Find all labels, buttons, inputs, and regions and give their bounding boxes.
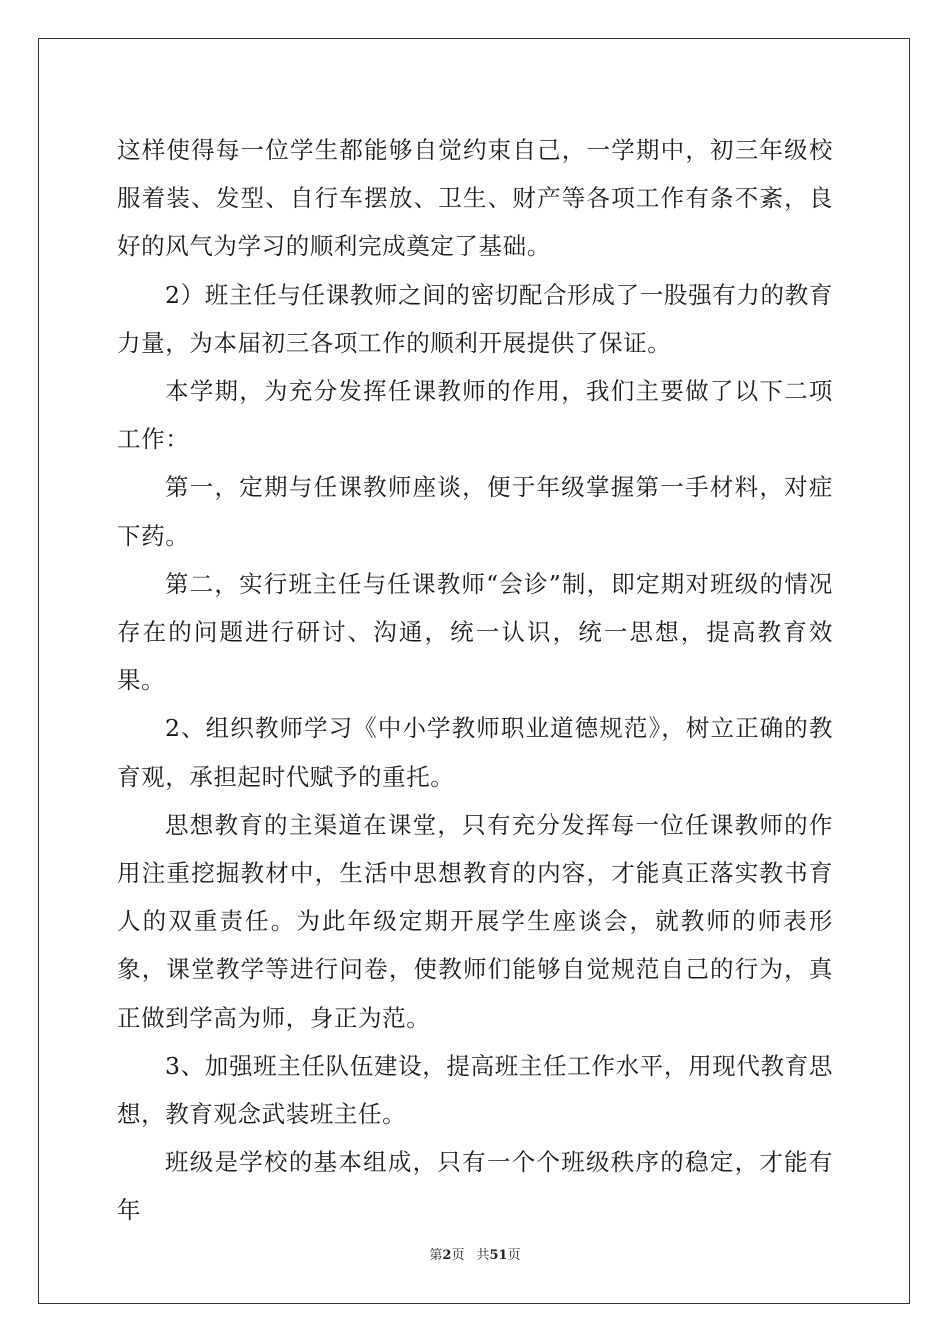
paragraph-4: 第一，定期与任课教师座谈，便于年级掌握第一手材料，对症下药。 <box>117 473 833 550</box>
page-prefix: 第 <box>429 1248 443 1263</box>
paragraph-5: 第二，实行班主任与任课教师“会诊”制，即定期对班级的情况存在的问题进行研讨、沟通，统一认识，统一思想，提高教育效果。 <box>117 569 833 695</box>
paragraph-1: 这样使得每一位学生都能够自觉约束自己，一学期中，初三年级校服着装、发型、自行车摆放、卫生、财产等各项工作有条不紊，良好的风气为学习的顺利完成奠定了基础。 <box>117 136 833 261</box>
paragraph-7: 思想教育的主渠道在课堂，只有充分发挥每一位任课教师的作用注重挖掘教材中，生活中思想教育的内容，才能真正落实教书育人的双重责任。为此年级定期开展学生座谈会，就教师的师表形象，课堂教学等进行问卷，使教师们能够自觉规范自己的行为，真正做到学高为师，身正为范。 <box>117 810 833 1032</box>
page-suffix: 页 <box>451 1248 465 1263</box>
page-footer <box>0 1244 950 1263</box>
total-pages: 51 <box>489 1248 508 1263</box>
page-number: 2 <box>442 1248 452 1263</box>
total-prefix: 共 <box>476 1248 490 1263</box>
paragraph-2: 2）班主任与任课教师之间的密切配合形成了一股强有力的教育力量，为本届初三各项工作的顺利开展提供了保证。 <box>117 280 833 357</box>
paragraph-8: 3、加强班主任队伍建设，提高班主任工作水平，用现代教育思想，教育观念武装班主任。 <box>117 1051 833 1129</box>
paragraph-9: 班级是学校的基本组成，只有一个个班级秩序的稳定，才能有年 <box>117 1148 833 1225</box>
paragraph-3: 本学期，为充分发挥任课教师的作用，我们主要做了以下二项工作： <box>117 377 833 454</box>
paragraph-6: 2、组织教师学习《中小学教师职业道德规范》，树立正确的教育观，承担起时代赋予的重托。 <box>117 714 833 791</box>
total-suffix: 页 <box>507 1248 521 1263</box>
document-body <box>117 126 833 1235</box>
